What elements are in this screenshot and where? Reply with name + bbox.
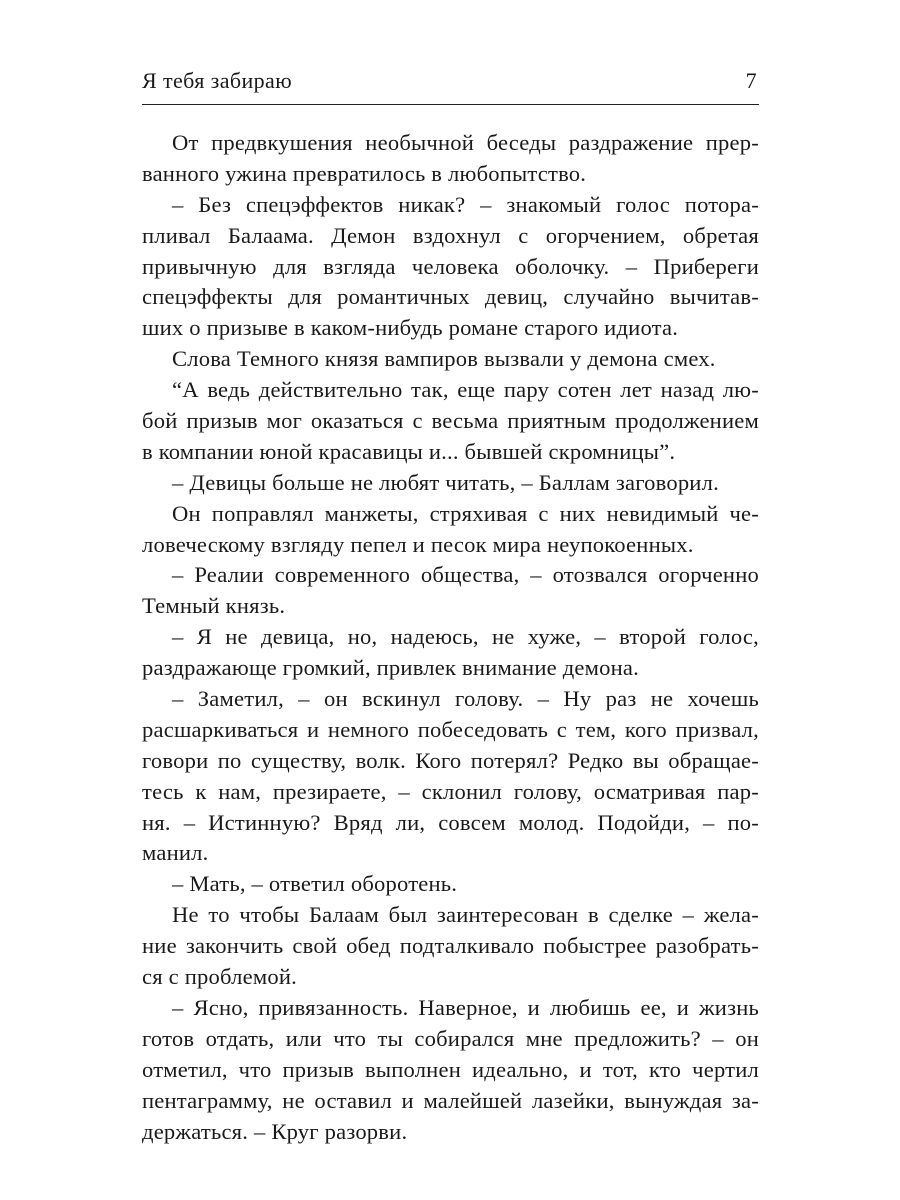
text-line: бой призыв мог оказаться с весьма приятным продолжением [142,408,759,434]
text-line: держаться. – Круг разорви. [142,1118,408,1144]
text-line: спецэффекты для романтичных девиц, случайно вычитав- [142,284,759,310]
text-line: говори по существу, волк. Кого потерял? Редко вы обращае- [142,747,759,773]
text-line: пентаграмму, не оставил и малейшей лазейки, вынуждая за- [142,1087,759,1113]
body-text [142,128,759,1147]
text-line: ние закончить свой обед подталкивало побыстрее разобрать- [142,933,759,959]
text-line: ся с проблемой. [142,964,298,990]
text-line: От предвкушения необычной беседы раздражение прер- [172,130,759,155]
text-line: ловеческому взгляду пепел и песок мира неупокоенных. [142,531,694,557]
text-line: – Я не девица, но, надеюсь, не хуже, – второй голос, [172,624,759,650]
text-line: – Без спецэффектов никак? – знакомый голос потора- [172,191,759,217]
text-line: пливал Балаама. Демон вздохнул с огорчением, обретая [142,222,759,248]
text-line: ня. – Истинную? Вряд ли, совсем молод. Подойди, – по- [142,809,759,835]
text-line: отметил, что призыв выполнен идеально, и тот, кто чертил [142,1056,759,1082]
text-line: ванного ужина превратилось в любопытство. [142,160,587,186]
text-line: Не то чтобы Балаам был заинтересован в сделке – жела- [172,902,759,928]
text-line: – Мать, – ответил оборотень. [172,871,458,897]
text-line: Слова Темного князя вампиров вызвали у демона смех. [172,346,716,372]
text-line: – Реалии современного общества, – отозвался огорченно [172,562,759,588]
text-line: – Ясно, привязанность. Наверное, и любишь ее, и жизнь [172,994,759,1020]
header-rule [142,104,759,105]
text-line: тесь к нам, презираете, – склонил голову, осматривая пар- [142,778,759,804]
text-line: Темный князь. [142,593,286,619]
text-line: ших о призыве в каком-нибудь романе старого идиота. [142,315,679,341]
text-line: – Заметил, – он вскинул голову. – Ну раз не хочешь [172,686,759,712]
text-line: расшаркиваться и немного побеседовать с тем, кого призвал, [142,716,759,742]
text-line: – Девицы больше не любят читать, – Баллам заговорил. [172,469,719,495]
text-line: манил. [142,840,209,866]
running-header [142,66,759,96]
text-line: привычную для взгляда человека оболочку. – Прибереги [142,253,759,279]
text-line: “А ведь действительно так, еще пару сотен лет назад лю- [172,377,759,403]
page-number: 7 [745,68,757,93]
text-line: в компании юной красавицы и... бывшей скромницы”. [142,438,676,464]
text-line: раздражающе громкий, привлек внимание демона. [142,655,639,681]
running-head-title: Я тебя забираю [142,68,293,93]
text-line: готов отдать, или что ты собирался мне предложить? – он [142,1025,759,1051]
text-line: Он поправлял манжеты, стряхивая с них невидимый че- [172,500,759,526]
